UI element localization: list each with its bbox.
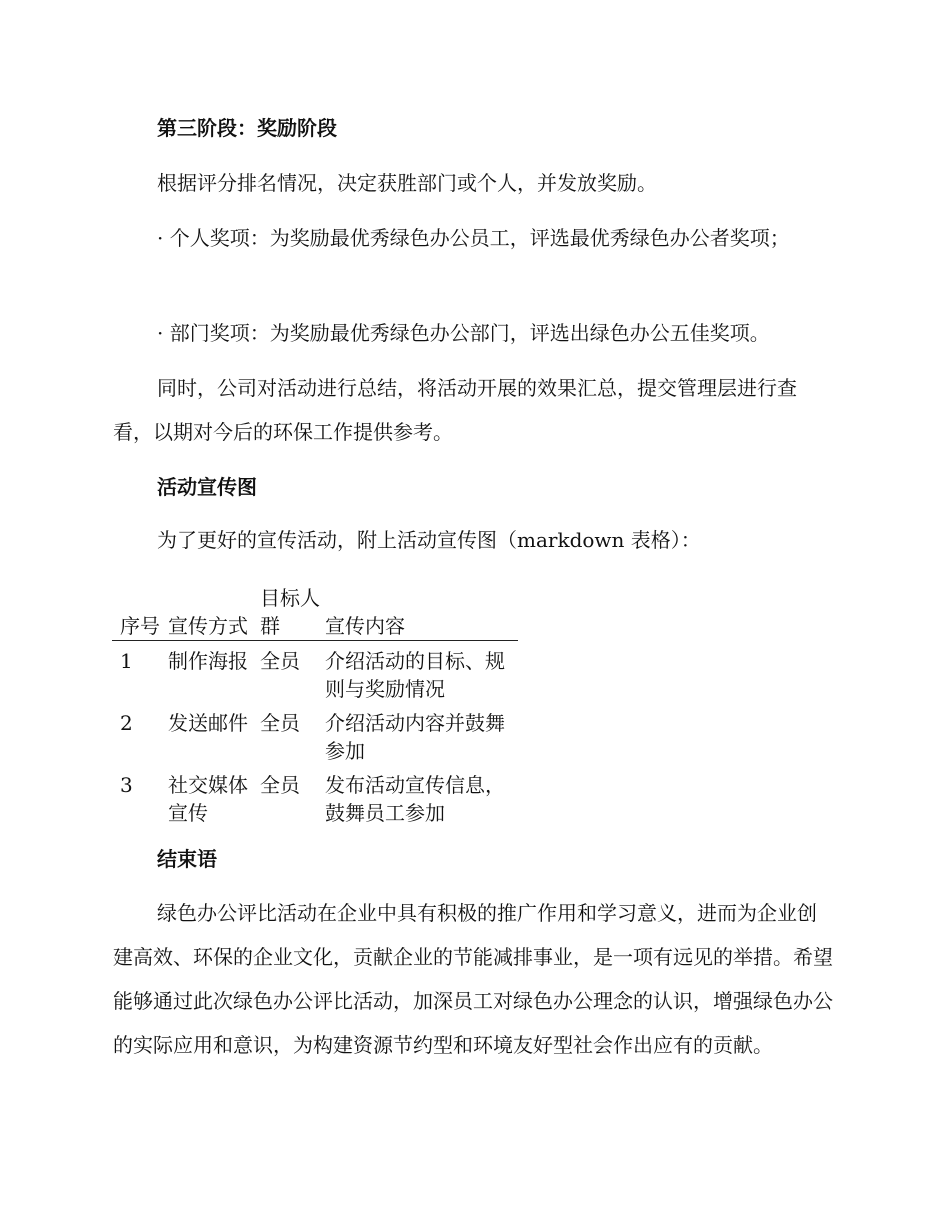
cell-method: 发送邮件 [168, 711, 248, 735]
closing-heading: 结束语 [157, 847, 217, 871]
section3-intro: 根据评分排名情况，决定获胜部门或个人，并发放奖励。 [157, 171, 657, 195]
table-row [112, 703, 518, 765]
summary-paragraph: 同时，公司对活动进行总结，将活动开展的效果汇总，提交管理层进行查看，以期对今后的环保工作提供参考。 [113, 376, 797, 444]
cell-audience: 全员 [260, 711, 300, 735]
cell-index: 2 [120, 711, 133, 735]
table-row [112, 641, 518, 704]
table-row [112, 765, 518, 827]
table-header-row [112, 584, 518, 641]
cell-index: 1 [120, 649, 133, 673]
cell-audience: 全员 [260, 773, 300, 797]
cell-content: 介绍活动内容并鼓舞参加 [325, 711, 505, 763]
promo-heading: 活动宣传图 [157, 475, 257, 499]
cell-method: 制作海报 [168, 649, 248, 673]
award-individual: · 个人奖项：为奖励最优秀绿色办公员工，评选最优秀绿色办公者奖项； [157, 226, 790, 250]
award-department: · 部门奖项：为奖励最优秀绿色办公部门，评选出绿色办公五佳奖项。 [157, 321, 770, 345]
cell-audience: 全员 [260, 649, 300, 673]
header-cell-audience: 目标人群 [260, 586, 320, 638]
cell-content: 介绍活动的目标、规则与奖励情况 [325, 649, 505, 701]
cell-index: 3 [120, 773, 133, 797]
closing-paragraph: 绿色办公评比活动在企业中具有积极的推广作用和学习意义，进而为企业创建高效、环保的企业文化，贡献企业的节能减排事业，是一项有远见的举措。希望能够通过此次绿色办公评比活动，加深员工对绿色办公理念的认识，增强绿色办公的实际应用和意识，为构建资源节约型和环境友好型社会作出应有的贡献。 [113, 901, 833, 1057]
cell-method: 社交媒体宣传 [168, 773, 248, 825]
section3-heading: 第三阶段：奖励阶段 [157, 116, 337, 140]
promo-table [112, 584, 518, 827]
header-cell-index: 序号 [120, 614, 160, 638]
header-cell-content: 宣传内容 [325, 614, 405, 638]
cell-content: 发布活动宣传信息，鼓舞员工参加 [325, 773, 505, 825]
header-cell-method: 宣传方式 [168, 614, 248, 638]
promo-intro: 为了更好的宣传活动，附上活动宣传图（markdown 表格）： [157, 528, 701, 552]
